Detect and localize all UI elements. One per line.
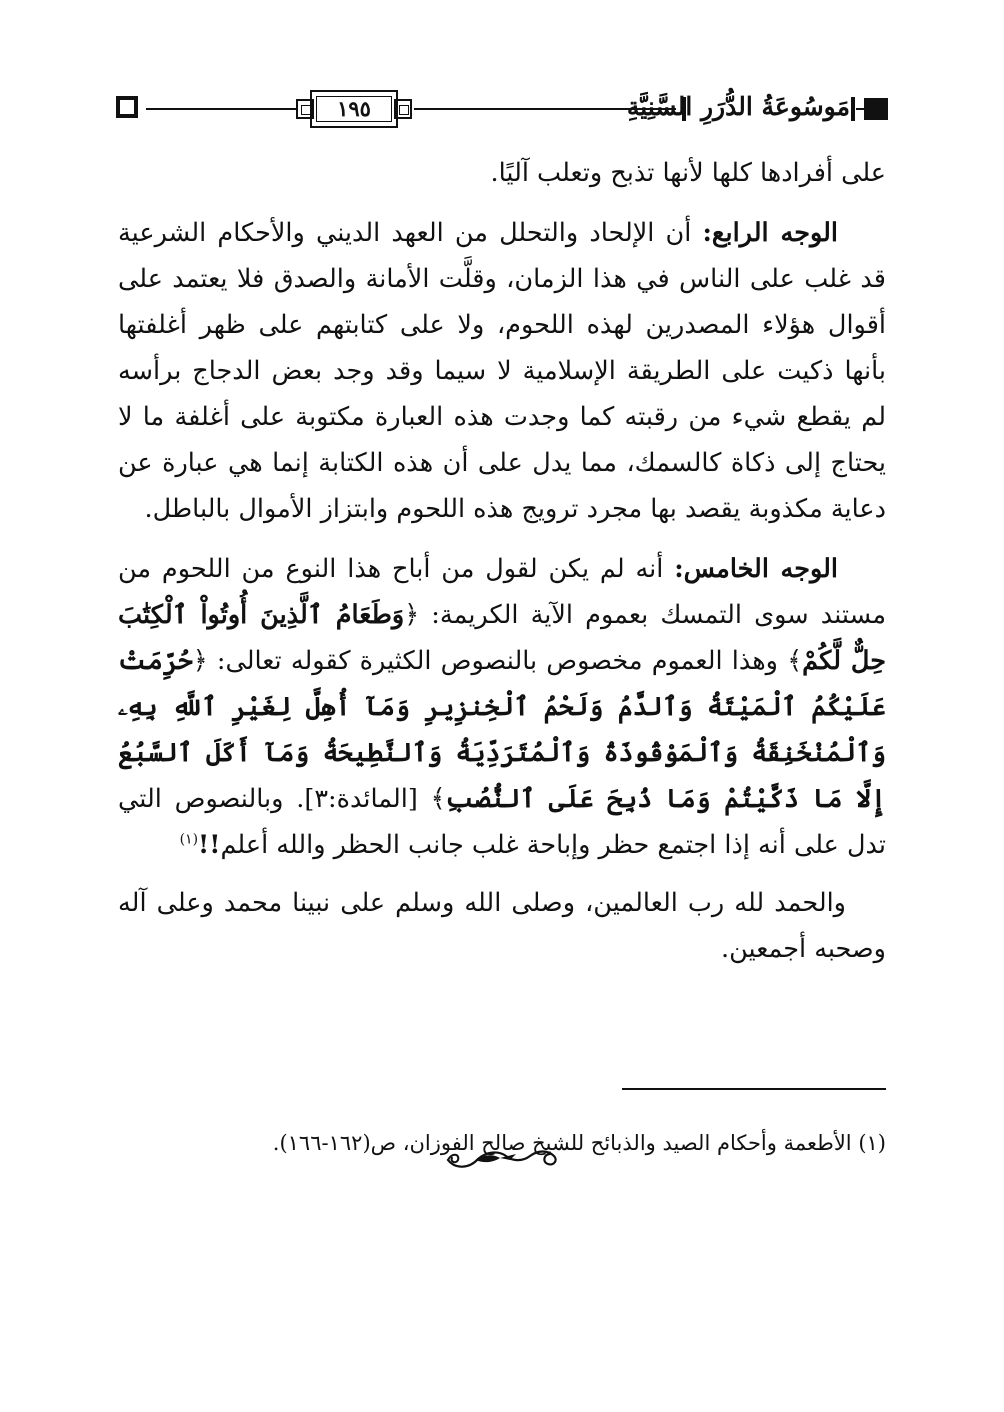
exclamation-marks: !! (198, 830, 221, 860)
quran-open-bracket: ﴿ (404, 600, 420, 630)
quran-close-bracket: ﴾ (787, 646, 803, 676)
fifth-aspect-text-c: . وبالنصوص التي تدل على أنه إذا اجتمع حظر وإباحة غلب جانب الحظر والله أعلم (118, 784, 886, 860)
closing-prayer: والحمد لله رب العالمين، وصلى الله وسلم على نبينا محمد وعلى آله وصحبه أجمعين. (118, 888, 886, 964)
page-number-box (296, 90, 412, 128)
quran-close-bracket: ﴾ (430, 784, 446, 814)
quran-verse-forbidden-to-you: حُرِّمَتْ عَلَيْكُمُ ٱلْمَيْتَةُ وَٱلدَّمُ وَلَحْمُ ٱلْخِنزِيرِ وَمَآ أُهِلَّ لِغَيْرِ ٱللَّهِ بِهِۦ وَٱلْمُنْخَنِقَةُ وَٱلْمَوْقُوذَةُ وَٱلْمُتَرَدِّيَةُ وَٱلنَّطِيحَةُ وَمَآ أَكَلَ ٱلسَّبُعُ إِلَّا مَا ذَكَّيْتُمْ وَمَا ذُبِحَ عَلَى ٱلنُّصُبِ (118, 646, 886, 814)
footnote: (١) الأطعمة وأحكام الصيد والذبائح للشيخ صالح الفوزان، ص(١٦٢-١٦٦). (272, 1131, 886, 1155)
knot-ornament-icon (394, 99, 412, 119)
header-open-square-icon (116, 96, 138, 118)
paragraph-fifth-aspect (118, 546, 886, 868)
fourth-aspect-text: أن الإلحاد والتحلل من العهد الديني والأحكام الشرعية قد غلب على الناس في هذا الزمان، وقلَّت الأمانة والصدق فلا يعتمد على أقوال هؤلاء المصدرين لهذه اللحوم، ولا على كتابتهم على ظهر أغلفتها بأنها ذكيت على الطريقة الإسلامية لا سيما وقد وجد بعض الدجاج برأسه لم يقطع شيء من رقبته كما وجدت هذه العبارة مكتوبة على أغلفة ما لا يحتاج إلى ذكاة كالسمك، مما يدل على أن هذه الكتابة إنما هي عبارة عن دعاية مكذوبة يقصد بها مجرد ترويج هذه اللحوم وابتزاز الأموال بالباطل. (118, 218, 886, 524)
page-number: ١٩٥ (316, 96, 392, 122)
main-text (118, 150, 886, 972)
quran-verse-food-of-people-of-book: وَطَعَامُ ٱلَّذِينَ أُوتُواْ ٱلْكِتَٰبَ حِلٌّ لَّكُمْ (118, 600, 887, 676)
fifth-aspect-text-a: أنه لم يكن لقول من أباح هذا النوع من اللحوم من مستند سوى التمسك بعموم الآية الكريمة: (118, 554, 886, 630)
fourth-aspect-heading: الوجه الرابع: (702, 218, 838, 248)
book-title: مَوسُوعَةُ الدُّرَرِ السَّنِيَّةِ (626, 92, 850, 121)
page-header (116, 84, 888, 134)
header-filled-square-icon (864, 98, 888, 120)
footnote-marker: (١) (179, 831, 199, 848)
paragraph-fourth-aspect (118, 210, 886, 532)
header-rule-left (146, 108, 296, 110)
quran-open-bracket: ﴿ (192, 646, 208, 676)
intro-line: على أفرادها كلها لأنها تذبح وتعلب آليًا. (490, 158, 886, 188)
fifth-aspect-heading: الوجه الخامس: (674, 554, 838, 584)
quran-citation: [المائدة:٣] (304, 784, 431, 814)
fifth-aspect-text-b: وهذا العموم مخصوص بالنصوص الكثيرة كقوله تعالى: (207, 646, 788, 676)
footnote-separator (622, 1088, 886, 1090)
header-bar-divider (851, 97, 855, 121)
